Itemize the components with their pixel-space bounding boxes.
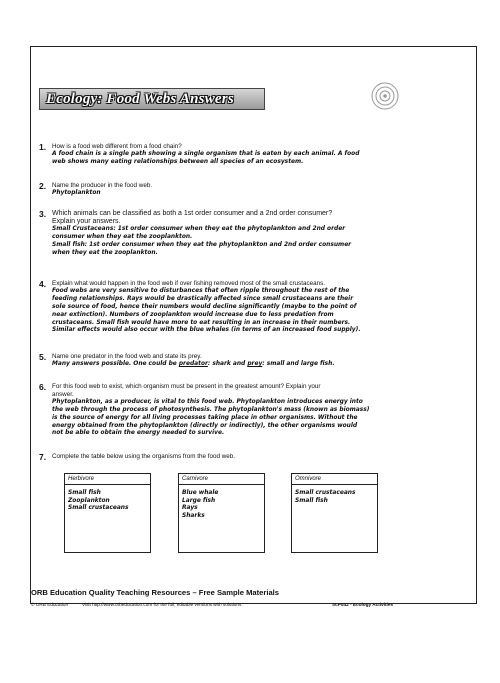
- table-header: Omnivore: [292, 474, 377, 485]
- question-text: Which animals can be classified as both a 1st order consumer and a 2nd order consumer?: [52, 210, 333, 217]
- answer-line: Phytoplankton: [52, 189, 101, 196]
- table-header: Carnivore: [179, 474, 264, 485]
- answer-line: [52, 361, 422, 369]
- answer-line: feeding relationships. Rays would be drastically affected since small crustaceans are their: [52, 295, 354, 302]
- table-herbivore: [64, 473, 151, 553]
- table-item: Small fish: [68, 490, 101, 496]
- answer-line: Small Crustaceans: 1st order consumer when they eat the phytoplankton and 2nd order: [52, 225, 346, 232]
- answer-prey-word: prey: [247, 360, 263, 367]
- question-number: 5.: [39, 352, 47, 362]
- table-carnivore: [178, 473, 265, 553]
- question-text: Complete the table below using the organisms from the food web.: [52, 453, 236, 460]
- answer-line: Phytoplankton, as a producer, is vital to this food web. Phytoplankton introduces energy into: [52, 398, 363, 405]
- page-title: Ecology: Food Webs Answers: [46, 91, 234, 107]
- table-omnivore: [291, 473, 378, 553]
- answer-text: Many answers possible. One could be: [52, 360, 179, 367]
- answer-line: near extinction). Numbers of zooplankton would increase due to less predation from: [52, 311, 334, 318]
- question-number: 6.: [39, 382, 47, 392]
- answer-line: crustaceans. Small fish would have more to eat resulting in an increase in their numbers.: [52, 319, 351, 326]
- question-4: [39, 279, 422, 335]
- table-item: Small fish: [295, 497, 328, 504]
- footer-code: ScP042 - Ecology Activities: [332, 602, 394, 607]
- answer-line: A food chain is a single path showing a single organism that is eaten by each animal. A food: [52, 150, 360, 157]
- answer-line: when they eat the zooplankton.: [52, 249, 158, 256]
- table-item: Zooplankton: [68, 497, 110, 504]
- table-item: Small crustaceans: [295, 490, 356, 496]
- answer-line: Similar effects would also occur with the blue whales (in terms of an increased food supply).: [52, 327, 361, 334]
- table-item: Rays: [182, 505, 198, 512]
- worksheet-page: [30, 46, 477, 604]
- title-banner: [39, 88, 265, 110]
- answer-line: Food webs are very sensitive to disturbances that often ripple throughout the rest of the: [52, 287, 350, 294]
- question-text-cont: Explain your answers.: [52, 217, 121, 225]
- table-body: [65, 485, 150, 513]
- question-text: Name the producer in the food web.: [52, 182, 153, 189]
- question-number: 3.: [39, 209, 47, 219]
- answer-line: web shows many eating relationships between all species of an ecosystem.: [52, 158, 304, 165]
- answer-text: : shark and: [207, 360, 248, 367]
- table-item: Small crustaceans: [68, 505, 129, 512]
- question-text: Explain what would happen in the food web if over fishing removed most of the small crustaceans.: [52, 280, 326, 287]
- table-body: [292, 485, 377, 505]
- question-2: [39, 181, 422, 198]
- footer-title: ORB Education Quality Teaching Resources – Free Sample Materials: [31, 588, 279, 597]
- answer-line: energy obtained from the phytoplankton (directly or indirectly), the other organisms would: [52, 422, 358, 429]
- question-number: 1.: [39, 142, 47, 152]
- answer-line: the web through the process of photosynthesis. The phytoplankton's mass (known as biomass): [52, 406, 370, 413]
- question-5: [39, 352, 422, 369]
- answer-line: sole source of food, hence their numbers would decline significantly (maybe to the point of: [52, 303, 357, 310]
- question-1: [39, 142, 422, 167]
- question-text-cont: answer.: [52, 390, 74, 398]
- question-7: [39, 452, 422, 462]
- question-text: For this food web to exist, which organism must be present in the greatest amount? Explain your: [52, 383, 321, 390]
- table-item: Large fish: [182, 497, 216, 504]
- answer-line: not be able to obtain the energy needed to survive.: [52, 430, 225, 437]
- table-body: [179, 485, 264, 521]
- question-3: [39, 209, 422, 257]
- spiral-logo-icon: [370, 81, 400, 111]
- classification-tables: [64, 473, 440, 555]
- table-item: Sharks: [182, 513, 205, 520]
- answer-predator-word: predator: [178, 360, 208, 367]
- table-item: Blue whale: [182, 490, 219, 496]
- question-text: Name one predator in the food web and state its prey.: [52, 353, 202, 360]
- table-header: Herbivore: [65, 474, 150, 485]
- question-6: [39, 382, 422, 438]
- answer-text: : small and large fish.: [262, 360, 335, 367]
- question-number: 2.: [39, 181, 47, 191]
- question-number: 4.: [39, 279, 47, 289]
- footer-copyright: © ORB Education: [31, 602, 69, 607]
- question-number: 7.: [39, 452, 47, 462]
- answer-line: Small fish: 1st order consumer when they eat the phytoplankton and 2nd order consumer: [52, 241, 352, 248]
- answer-line: consumer when they eat the zooplankton.: [52, 233, 193, 240]
- footer-visit-text: Visit http://www.orbeducation.com for the full, editable versions with solutions.: [82, 602, 243, 607]
- answer-line: is the source of energy for all living processes taking place in other organisms. Without the: [52, 414, 358, 421]
- question-text: How is a food web different from a food chain?: [52, 143, 182, 150]
